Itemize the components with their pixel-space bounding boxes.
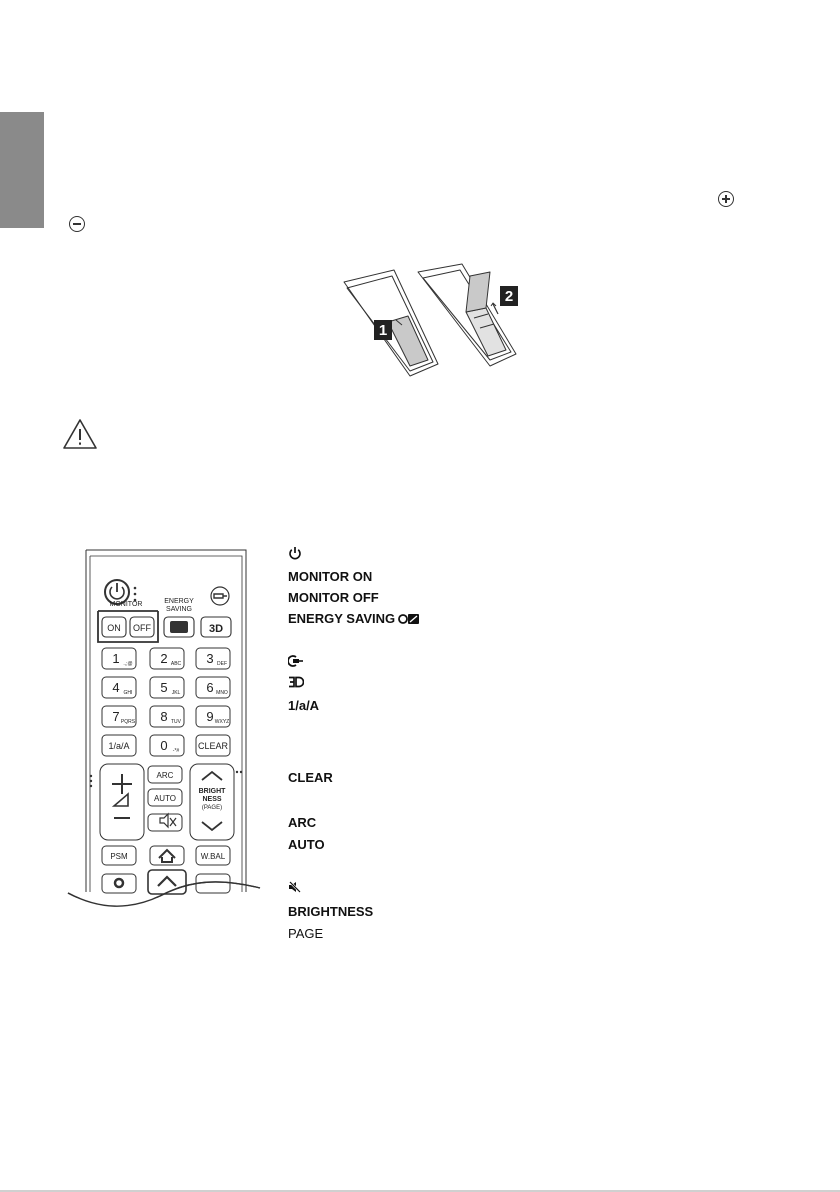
svg-text:ABC: ABC (170, 661, 182, 667)
legend-mute (288, 881, 302, 893)
power-led-dots (134, 587, 137, 602)
3d-icon (288, 676, 304, 688)
svg-text:W.BAL: W.BAL (200, 852, 226, 861)
settings-button (102, 874, 136, 893)
power-icon (288, 546, 302, 560)
battery-compartment (466, 308, 506, 356)
legend-auto: AUTO (288, 837, 325, 852)
svg-text:MNO: MNO (216, 690, 228, 696)
energy-saving-icon (398, 612, 420, 626)
svg-text:7: 7 (112, 709, 120, 724)
svg-text:ARC: ARC (156, 771, 174, 780)
svg-text:2: 2 (160, 651, 168, 666)
svg-text:8: 8 (160, 709, 168, 724)
svg-text:(PAGE): (PAGE) (201, 805, 223, 811)
legend-input (288, 655, 304, 667)
legend-power (288, 546, 302, 560)
legend-energy-saving (288, 611, 420, 627)
legend-page: PAGE (288, 926, 324, 941)
up-button (148, 870, 186, 894)
svg-text:ENERGY: ENERGY (164, 598, 194, 605)
legend-3d (288, 676, 304, 688)
caution-icon (62, 418, 98, 450)
on-label: ON (107, 623, 121, 633)
svg-text:WXYZ: WXYZ (214, 719, 230, 725)
svg-text:.,;@: .,;@ (123, 661, 133, 667)
battery-cover-opened (466, 272, 490, 312)
legend-monitor-on: MONITOR ON (288, 569, 373, 584)
svg-text:-*#: -*# (172, 748, 180, 754)
svg-text:2: 2 (504, 288, 514, 305)
svg-text:CLEAR: CLEAR (197, 741, 229, 751)
svg-text:1/a/A: 1/a/A (108, 741, 130, 751)
language-side-tab (0, 112, 44, 228)
minus-symbol-icon (69, 216, 85, 232)
step-badge-2 (500, 286, 518, 306)
remote-control-figure (60, 548, 270, 920)
battery-cover-left (388, 316, 428, 366)
svg-text:TUV: TUV (171, 719, 181, 725)
battery-installation-figure (330, 262, 530, 402)
legend-arc: ARC (288, 815, 317, 830)
svg-text:AUTO: AUTO (153, 794, 177, 803)
legend-mode: 1/a/A (288, 698, 320, 713)
svg-text:0: 0 (160, 738, 168, 753)
legend-monitor-off: MONITOR OFF (288, 590, 379, 605)
svg-text:PQRS: PQRS (120, 719, 136, 725)
svg-text:BRIGHT: BRIGHT (198, 788, 226, 795)
svg-text:6: 6 (206, 680, 214, 695)
plus-symbol-icon (718, 191, 734, 207)
input-button (211, 587, 229, 605)
svg-text:GHI: GHI (123, 690, 133, 696)
monitor-group-label: MONITOR (109, 601, 143, 608)
svg-text:1: 1 (378, 322, 388, 339)
svg-text:SAVING: SAVING (166, 606, 192, 613)
svg-text:DEF: DEF (217, 661, 227, 667)
svg-text:3D: 3D (208, 623, 224, 635)
svg-text:3: 3 (206, 651, 214, 666)
mute-icon (288, 881, 302, 893)
svg-text:PSM: PSM (110, 852, 128, 861)
off-label: OFF (133, 623, 151, 633)
legend-clear: CLEAR (288, 770, 333, 785)
input-icon (288, 655, 304, 667)
svg-text:JKL: JKL (171, 690, 181, 696)
svg-text:9: 9 (206, 709, 214, 724)
step-badge-1 (374, 320, 392, 340)
svg-text:NESS: NESS (202, 796, 222, 803)
legend-brightness: BRIGHTNESS (288, 904, 374, 919)
legend-energy-saving-label: ENERGY SAVING (288, 611, 396, 626)
svg-text:4: 4 (112, 680, 120, 695)
svg-text:1: 1 (112, 651, 120, 666)
svg-text:5: 5 (160, 680, 168, 695)
